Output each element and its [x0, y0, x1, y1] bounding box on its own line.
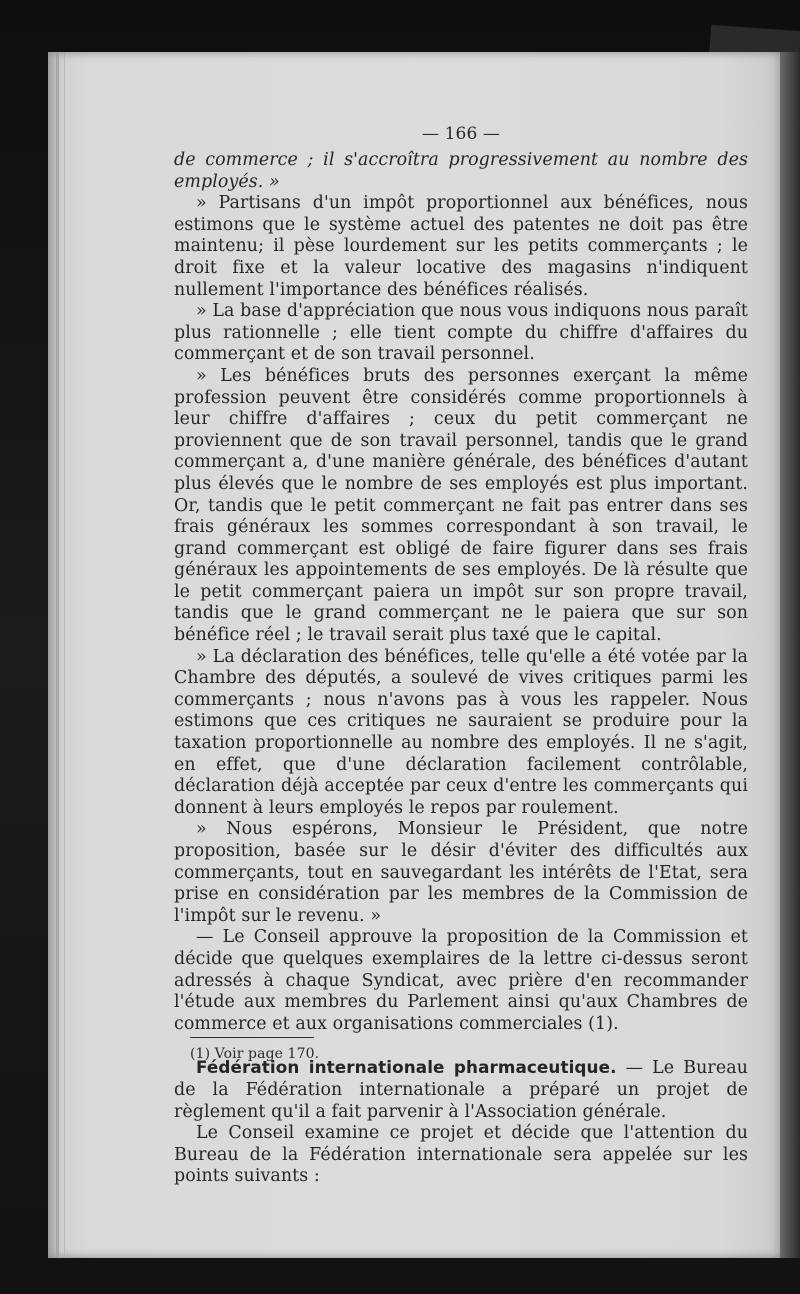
section-heading: Fédération internationale pharmaceutique.	[196, 1057, 617, 1078]
paragraph: » La déclaration des bénéfices, telle qu'elle a été votée par la Chambre des députés, a soulevé de vives critiques parmi les commerçants ; nous n'avons pas à vous les rappeler. Nous estimons que ces critiques ne sauraient se produire pour la taxation proportionnelle au nombre des employés. Il ne s'agit, en effet, que d'une déclaration facilement contrôlable, déclaration déjà acceptée par ceux d'entre les commerçants qui donnent à leurs employés le repos par roulement.	[174, 646, 748, 818]
paragraph: » La base d'appréciation que nous vous indiquons nous paraît plus rationnelle ; elle tient compte du chiffre d'affaires du commerçant et de son travail personnel.	[174, 301, 748, 365]
paragraph: » Partisans d'un impôt proportionnel aux bénéfices, nous estimons que le système actuel des patentes ne doit pas être maintenu; il pèse lourdement sur les petits commerçants ; le droit fixe et la valeur locative des magasins n'indiquent nullement l'importance des bénéfices réalisés.	[174, 193, 748, 300]
footnote: (1) Voir page 170.	[190, 1046, 320, 1062]
closing-paragraph: Le Conseil examine ce projet et décide que l'attention du Bureau de la Fédération internationale sera appelée sur les points suivants :	[174, 1123, 748, 1187]
paragraph: — Le Conseil approuve la proposition de la Commission et décide que quelques exemplaires de la lettre ci-dessus seront adressés à chaque Syndicat, avec prière d'en recommander l'étude aux membres du Parlement ainsi qu'aux Chambres de commerce et aux organisations commerciales (1).	[174, 927, 748, 1034]
paragraph: de commerce ; il s'accroîtra progressivement au nombre des employés. »	[174, 150, 748, 192]
page-number: — 166 —	[422, 124, 500, 144]
paragraph: » Nous espérons, Monsieur le Président, que notre proposition, basée sur le désir d'éviter des difficultés aux commerçants, tout en sauvegardant les intérêts de l'Etat, sera prise en considération par les membres de la Commission de l'impôt sur le revenu. »	[174, 819, 748, 926]
footnote-divider	[190, 1037, 314, 1038]
page-edge-shadow	[780, 52, 800, 1258]
section-paragraph	[174, 1057, 748, 1123]
body-text	[174, 150, 748, 1188]
section-text: — Le Bureau de la Fédération internationale a préparé un projet de règlement qu'il a fait parvenir à l'Association générale.	[174, 1058, 748, 1122]
paragraph: » Les bénéfices bruts des personnes exerçant la même profession peuvent être considérés comme proportionnels à leur chiffre d'affaires ; ceux du petit commerçant ne proviennent que de son travail personnel, tandis que le grand commerçant a, d'une manière générale, des bénéfices d'autant plus élevés que le nombre de ses employés est plus important. Or, tandis que le petit commerçant ne fait pas entrer dans ses frais généraux les sommes correspondant à son travail, le grand commerçant est obligé de faire figurer dans ses frais généraux les appointements de ses employés. De là résulte que le petit commerçant paiera un impôt sur son propre travail, tandis que le grand commerçant ne le paiera que sur son bénéfice réel ; le travail serait plus taxé que le capital.	[174, 365, 748, 646]
